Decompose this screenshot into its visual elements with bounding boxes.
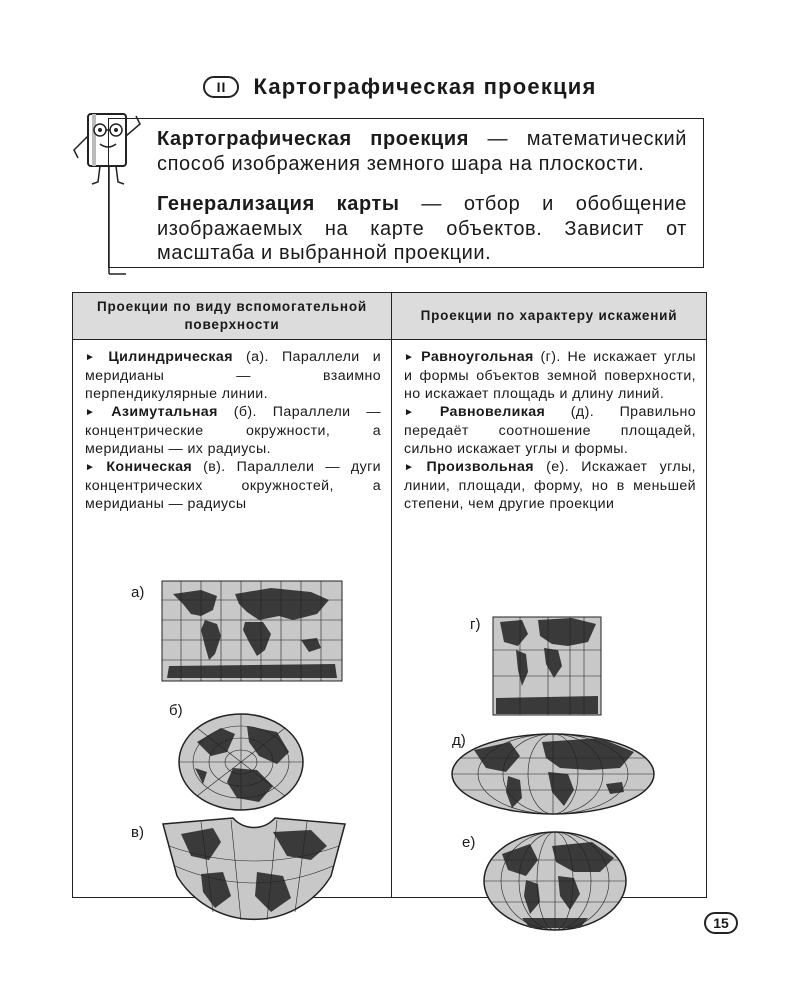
item-text: . Параллели — концентрические окружности, а меридианы — их радиусы. xyxy=(85,404,381,457)
bullet-arrow-icon: ► xyxy=(85,462,96,473)
item-ref: (г) xyxy=(540,349,557,365)
left-column xyxy=(73,340,392,898)
item-term: Равноугольная xyxy=(421,349,534,365)
definition-text: — отбор и обобщение изображаемых на карте объектов. Зависит от масштаба и выбранной проекции. xyxy=(157,193,688,264)
definition-cartographic-projection xyxy=(157,127,687,176)
item-term: Равновеликая xyxy=(439,404,546,420)
definition-term: Картографическая проекция xyxy=(157,128,469,150)
bullet-arrow-icon: ► xyxy=(85,407,96,418)
figure-label-b: б) xyxy=(169,702,183,719)
item-text: . Параллели — дуги концентрических окружностей, а меридианы — радиусы xyxy=(85,459,381,512)
item-ref: (а) xyxy=(245,349,265,365)
figure-label-v: в) xyxy=(131,824,144,841)
conical-projection-map xyxy=(161,816,347,922)
equiangular-projection-map xyxy=(492,616,602,716)
item-ref: (б) xyxy=(233,404,253,420)
projection-table xyxy=(72,292,707,898)
bullet-arrow-icon: ► xyxy=(404,352,415,363)
bullet-arrow-icon: ► xyxy=(404,407,415,418)
item-text: . Правильно передаёт соотношение площадей, сильно искажает углы и формы. xyxy=(404,404,697,457)
item-term: Цилиндрическая xyxy=(108,349,233,365)
header-distortion-type: Проекции по характеру искажений xyxy=(392,293,707,340)
figure-label-e: е) xyxy=(462,834,476,851)
list-item xyxy=(404,403,696,458)
list-item xyxy=(85,458,381,513)
list-item xyxy=(85,403,381,458)
page-title-row xyxy=(0,70,800,104)
definition-text: — математический способ изображения земного шара на плоскости. xyxy=(157,128,687,175)
definition-generalization xyxy=(157,192,687,266)
item-ref: (д) xyxy=(570,404,590,420)
list-item xyxy=(85,348,381,403)
azimuthal-projection-map xyxy=(177,712,305,812)
figure-label-d: д) xyxy=(452,732,466,749)
item-text: . Искажает углы, линии, площади, форму, но в меньшей степени, чем другие проекции xyxy=(404,459,697,512)
header-surface-type: Проекции по виду вспомогательной поверхности xyxy=(73,293,392,340)
cylindrical-projection-map xyxy=(161,580,343,682)
list-item xyxy=(404,348,696,403)
definition-box xyxy=(108,118,704,268)
item-text: . Не искажает углы и формы объектов земной поверхности, но искажает площадь и длину линий. xyxy=(404,349,697,402)
equal-area-projection-map xyxy=(450,732,656,816)
item-term: Произвольная xyxy=(426,459,534,475)
item-text: . Параллели и меридианы — взаимно перпендикулярные линии. xyxy=(85,349,382,402)
figure-label-g: г) xyxy=(470,616,481,633)
right-column xyxy=(392,340,707,898)
item-ref: (в) xyxy=(203,459,222,475)
arbitrary-projection-map xyxy=(482,830,628,932)
item-ref: (е) xyxy=(546,459,565,475)
bullet-arrow-icon: ► xyxy=(85,352,96,363)
list-item xyxy=(404,458,696,513)
bullet-arrow-icon: ► xyxy=(404,462,415,473)
page-number: 15 xyxy=(704,912,738,934)
definition-term: Генерализация карты xyxy=(157,193,400,215)
right-column-text xyxy=(392,340,706,513)
figure-label-a: а) xyxy=(131,584,145,601)
item-term: Азимутальная xyxy=(111,404,218,420)
page-title: Картографическая проекция xyxy=(253,74,597,99)
section-badge: II xyxy=(203,76,239,98)
left-column-text xyxy=(73,340,391,513)
item-term: Коническая xyxy=(106,459,193,475)
